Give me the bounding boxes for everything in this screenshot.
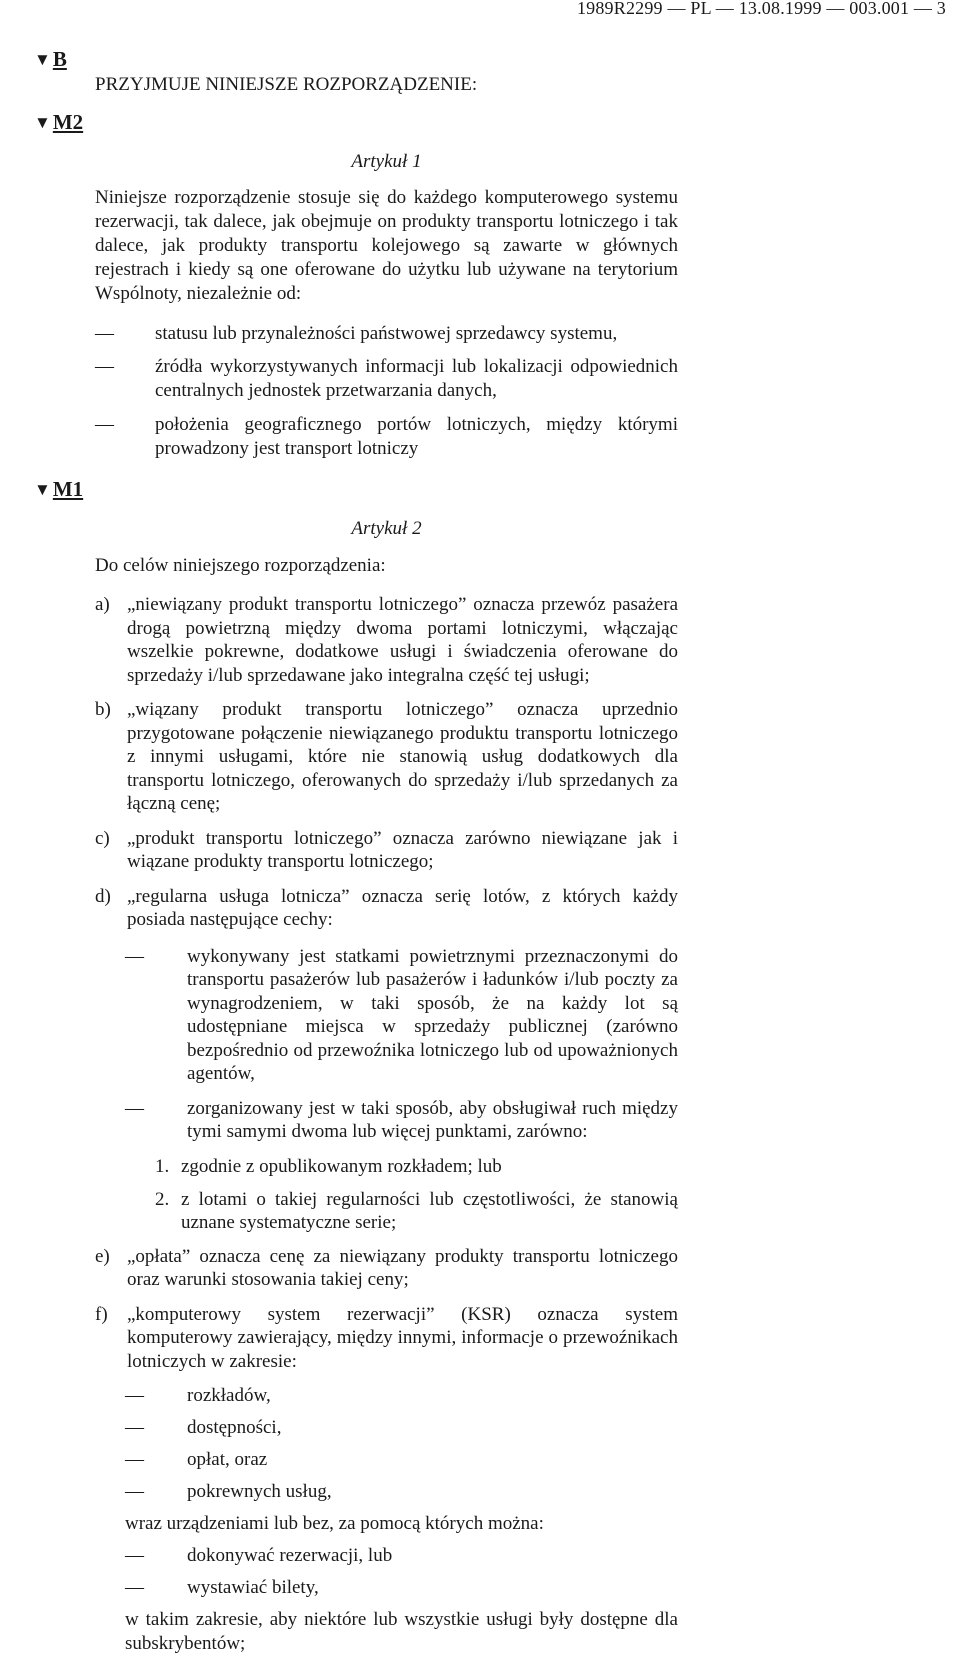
list-item-text: dokonywać rezerwacji, lub: [187, 1545, 393, 1566]
dash-mark: —: [95, 414, 114, 435]
numbered-item-text: zgodnie z opublikowanym rozkładem; lub: [181, 1155, 502, 1177]
list-item-text: rozkładów,: [187, 1385, 271, 1406]
amendment-marker-m2[interactable]: [34, 110, 83, 136]
article-2: [95, 517, 678, 1655]
definition-d-sublist: [95, 945, 678, 1234]
dash-mark: —: [125, 1577, 144, 1598]
dash-mark: —: [125, 1545, 144, 1566]
list-item-text: opłat, oraz: [187, 1449, 268, 1470]
marker-label: M2: [52, 110, 84, 134]
definition-text: „opłata” oznacza cenę za niewiązany produkty transportu lotniczego oraz warunki stosowania takiej ceny;: [127, 1245, 678, 1290]
amendment-marker-m1[interactable]: [34, 477, 83, 503]
definition-e: [95, 1245, 678, 1292]
list-item-text: zorganizowany jest w taki sposób, aby obsługiwał ruch między tymi samymi dwoma lub więcej punktami, zarówno:: [187, 1097, 678, 1142]
numbered-item: [155, 1155, 678, 1178]
numbered-item: [155, 1188, 678, 1234]
list-item: [125, 1448, 678, 1471]
article-1: [95, 150, 678, 461]
definition-text: „niewiązany produkt transportu lotniczego” oznacza przewóz pasażera drogą powietrzną między dwoma portami lotniczymi, włączając wszelkie pokrewne, dodatkowe usługi i świadczenia oferowane do sprzedaży i/lub sprzedawane jako integralna część tej usługi;: [127, 594, 678, 686]
triangle-down-icon: ▼: [34, 480, 51, 499]
item-letter: d): [95, 885, 111, 907]
list-item: [125, 1416, 678, 1439]
definition-text: „komputerowy system rezerwacji” (KSR) oznacza system komputerowy zawierający, między innymi, informacje o przewoźnikach lotniczych w zakresie:: [127, 1303, 678, 1372]
marker-label: M1: [52, 477, 84, 501]
list-item-text: wykonywany jest statkami powietrznymi przeznaczonymi do transportu pasażerów lub pasażerów i ładunków i/lub poczty za wynagrodzeniem, w taki sposób, że na każdy lot są udostępniane miejsca w sprzedaży publicznej (zarówno bezpośrednio od przewoźnika lotniczego lub od upoważnionych agentów,: [187, 945, 678, 1084]
list-item: [95, 413, 678, 461]
definition-text: „wiązany produkt transportu lotniczego” oznacza uprzednio przygotowane połączenie niewiązanego produktu transportu lotniczego z innymi usługami, które nie stanowią usług dodatkowych dla transportu lotniczego, oferowanych do sprzedaży i/lub sprzedanych za łączną cenę;: [127, 699, 678, 814]
list-item-text: pokrewnych usług,: [187, 1481, 332, 1502]
dash-mark: —: [95, 323, 114, 344]
dash-mark: —: [125, 1481, 144, 1502]
enacting-formula: PRZYJMUJE NINIEJSZE ROZPORZĄDZENIE:: [95, 74, 478, 95]
list-item-text: wystawiać bilety,: [187, 1577, 319, 1598]
item-letter: c): [95, 827, 110, 849]
running-header: 1989R2299 — PL — 13.08.1999 — 003.001 — 3: [576, 0, 946, 18]
article-paragraph: Niniejsze rozporządzenie stosuje się do każdego komputerowego systemu rezerwacji, tak dalece, jak obejmuje on produkty transportu lotniczego i tak dalece, jak produkty transportu kolejowego są zawarte w głównych rejestrach i kiedy są one oferowane do użytku lub używane na terytorium Wspólnoty, niezależnie od:: [95, 187, 678, 304]
definition-f: [95, 1303, 678, 1374]
definition-c: [95, 827, 678, 874]
amendment-marker-b[interactable]: [34, 47, 67, 73]
definition-a: [95, 593, 678, 687]
dash-mark: —: [125, 1449, 144, 1470]
list-item-text: źródła wykorzystywanych informacji lub lokalizacji odpowiednich centralnych jednostek przetwarzania danych,: [155, 356, 678, 401]
list-item-text: dostępności,: [187, 1417, 282, 1438]
triangle-down-icon: ▼: [34, 113, 51, 132]
dash-mark: —: [95, 356, 114, 377]
list-item: [95, 322, 678, 345]
definition-f-sublist: [95, 1384, 678, 1655]
numbered-item-text: z lotami o takiej regularności lub częstotliwości, że stanowią uznane systematyczne serie;: [181, 1188, 678, 1233]
article-title: Artykuł 2: [351, 518, 422, 539]
list-item: [125, 1544, 678, 1567]
list-item: [125, 945, 678, 1086]
dash-mark: —: [125, 1097, 144, 1119]
list-item-text: położenia geograficznego portów lotniczych, między którymi prowadzony jest transport lotniczy: [155, 414, 678, 459]
article-lead: Do celów niniejszego rozporządzenia:: [95, 555, 386, 576]
item-number: 2.: [155, 1188, 170, 1210]
item-letter: a): [95, 594, 110, 615]
definition-text: „produkt transportu lotniczego” oznacza zarówno niewiązane jak i wiązane produkty transportu lotniczego;: [127, 827, 678, 872]
article-title: Artykuł 1: [351, 151, 422, 172]
item-letter: e): [95, 1245, 110, 1267]
list-item-text: statusu lub przynależności państwowej sprzedawcy systemu,: [155, 323, 618, 344]
item-number: 1.: [155, 1155, 170, 1177]
list-item: [125, 1097, 678, 1144]
dash-mark: —: [125, 1385, 144, 1406]
item-letter: b): [95, 699, 111, 720]
item-letter: f): [95, 1303, 108, 1325]
middle-text: wraz urządzeniami lub bez, za pomocą których można:: [125, 1513, 544, 1534]
dash-mark: —: [125, 945, 144, 967]
list-item: [125, 1384, 678, 1407]
closing-text: w takim zakresie, aby niektóre lub wszystkie usługi były dostępne dla subskrybentów;: [125, 1609, 678, 1654]
triangle-down-icon: ▼: [34, 50, 51, 69]
definition-d: [95, 885, 678, 932]
list-item: [125, 1576, 678, 1599]
definition-text: „regularna usługa lotnicza” oznacza serię lotów, z których każdy posiada następujące cechy:: [127, 885, 678, 930]
list-item: [95, 355, 678, 403]
definition-b: [95, 698, 678, 816]
list-item: [125, 1480, 678, 1503]
dash-mark: —: [125, 1417, 144, 1438]
marker-label: B: [52, 47, 67, 71]
